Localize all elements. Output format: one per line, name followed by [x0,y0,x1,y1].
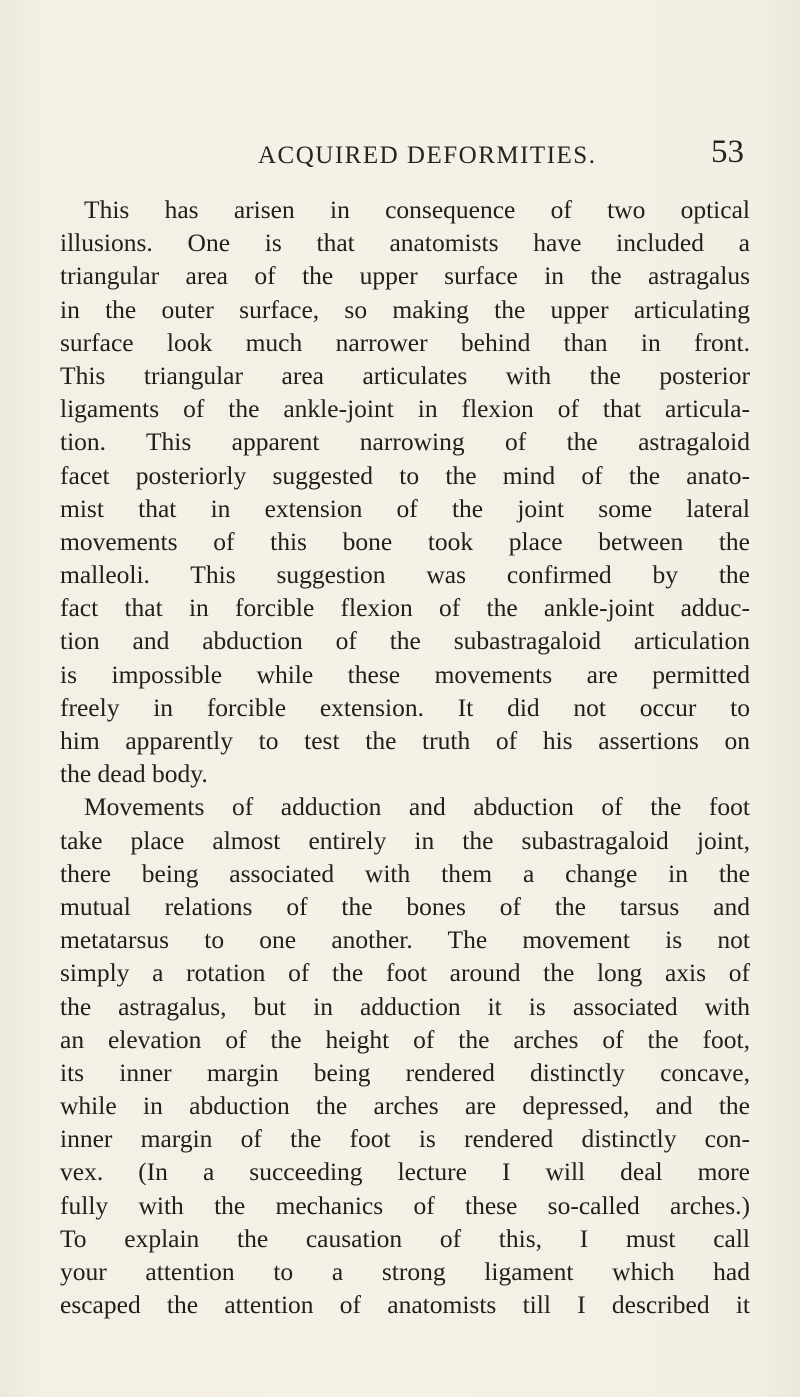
page-header [60,134,750,184]
text-line: This has arisen in consequence of two optical [84,195,750,224]
text-line: metatarsus to one another. The movement is not [60,925,750,955]
text-line: tion and abduction of the subastragaloid articulation [60,626,750,656]
text-line: your attention to a strong ligament which had [60,1257,750,1286]
text-line: mutual relations of the bones of the tarsus and [60,891,750,921]
text-line: fully with the mechanics of these so-called arches.) [60,1190,750,1220]
text-line: triangular area of the upper surface in the astragalus [60,261,750,291]
text-line: is impossible while these movements are permitted [60,659,750,689]
page-number: 53 [711,134,744,170]
text-line: take place almost entirely in the subastragaloid joint, [60,825,750,855]
text-line: tion. This apparent narrowing of the astragaloid [60,427,750,457]
text-line: its inner margin being rendered distinctly concave, [60,1057,750,1087]
text-line: vex. (In a succeeding lecture I will deal more [60,1157,750,1187]
text-line: him apparently to test the truth of his assertions on [60,726,750,755]
text-line: illusions. One is that anatomists have included a [60,228,750,258]
text-line: fact that in forcible flexion of the ankle-joint adduc- [60,593,750,623]
text-line: the astragalus, but in adduction it is associated with [60,991,750,1021]
text-line: escaped the attention of anatomists till I described it [60,1290,750,1320]
text-line: while in abduction the arches are depressed, and the [60,1091,750,1121]
text-line: ligaments of the ankle-joint in flexion of that articula- [60,394,750,424]
text-line: To explain the causation of this, I must call [60,1223,750,1253]
text-line: the dead body. [60,759,208,789]
text-line: an elevation of the height of the arches of the foot, [60,1024,750,1054]
text-line: simply a rotation of the foot around the long axis of [60,958,750,988]
text-line: mist that in extension of the joint some lateral [60,493,750,523]
running-head: ACQUIRED DEFORMITIES. [258,142,597,169]
text-line: freely in forcible extension. It did not occur to [60,692,750,722]
text-line: Movements of adduction and abduction of the foot [84,792,750,822]
body-text [60,193,750,1321]
text-line: malleoli. This suggestion was confirmed by the [60,560,750,590]
text-line: there being associated with them a change in the [60,858,750,888]
text-line: movements of this bone took place between the [60,526,750,556]
text-line: inner margin of the foot is rendered distinctly con- [60,1124,750,1154]
text-line: in the outer surface, so making the upper articulating [60,294,750,324]
text-line: surface look much narrower behind than in front. [60,327,750,357]
text-line: This triangular area articulates with the posterior [60,360,750,390]
text-line: facet posteriorly suggested to the mind of the anato- [60,460,750,490]
